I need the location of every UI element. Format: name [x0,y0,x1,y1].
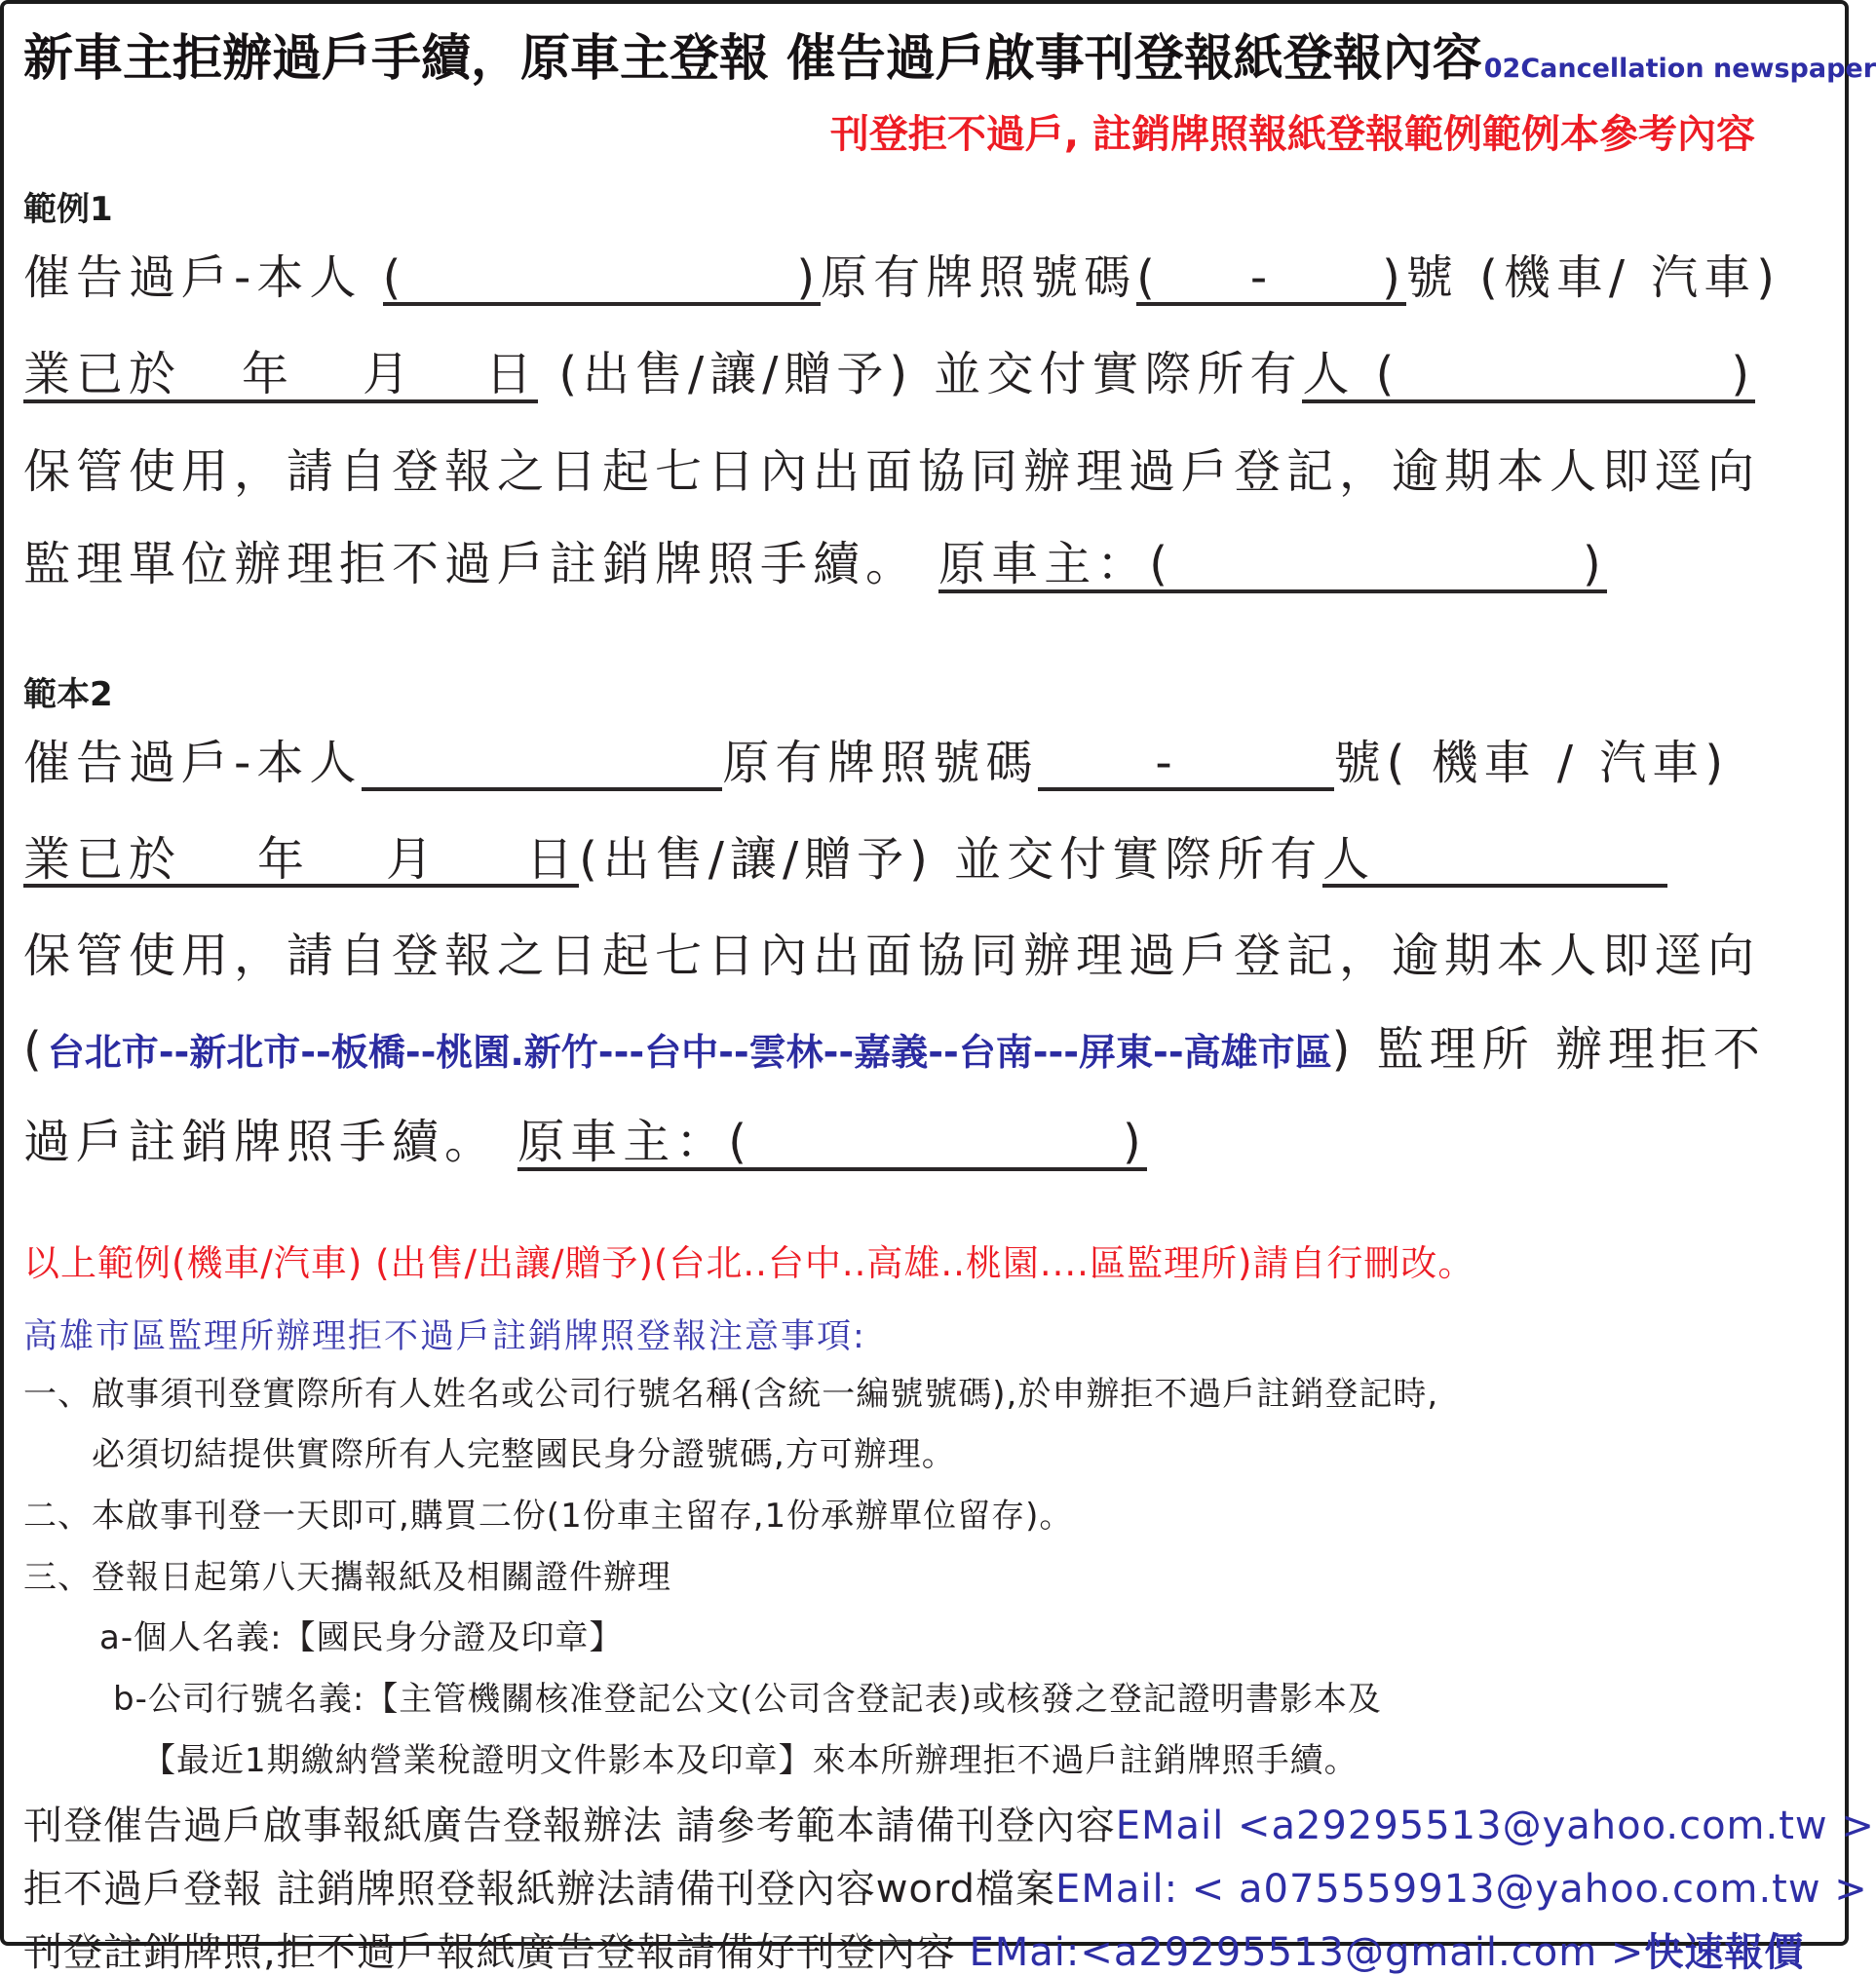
paren: ) [1731,347,1756,402]
footer-line-3 [23,1931,1825,1974]
text-segment: 原有牌照號碼 [821,250,1137,305]
blank-owner-field [1302,347,1756,402]
note-red: 以上範例(機車/汽車) (出售/出讓/贈予)(台北..台中..高雄..桃園....區監理所)請自行刪改。 [23,1241,1475,1284]
paren: ) [1583,537,1607,592]
text-segment: 月 [363,347,416,402]
email-address: EMai:<a29295513@gmail.com > [969,1930,1645,1975]
text-segment: (出售/讓/贈予) 並交付實際所有 [579,831,1323,887]
text-segment: 年 [257,831,311,887]
text-segment: 催告過戶-本人 [23,735,363,790]
blank-owner-field [1322,831,1667,888]
blank-plate-field [1038,735,1333,791]
text-segment: (出售/讓/贈予) 並交付實際所有 [538,347,1303,402]
text-segment: 原車主：( [517,1115,752,1170]
example1-line1 [23,250,1825,306]
note-item-1b: 必須切結提供實際所有人完整國民身分證號碼,方可辦理。 [92,1435,956,1475]
paren: ( [382,250,407,305]
note-item-3: 三、登報日起第八天攜報紙及相關證件辦理 [23,1557,671,1597]
example2-line3: 保管使用，請自登報之日起七日內出面協同辦理過戶登記，逾期本人即逕向 [23,929,1761,984]
text-segment: 拒不過戶登報 註銷牌照登報紙辦法請備刊登內容word檔案 [23,1867,1056,1913]
blank-name-field [382,250,822,306]
paren: ) [796,250,822,305]
paren: ) [1331,1021,1357,1077]
email-address: EMail: < a075559913@yahoo.com.tw > [1055,1867,1868,1913]
text-segment: 業已於 [23,831,182,887]
example1-line3: 保管使用，請自登報之日起七日內出面協同辦理過戶登記，逾期本人即逕向 [23,443,1761,499]
note-blue-heading: 高雄市區監理所辦理拒不過戶註銷牌照登報注意事項: [23,1316,866,1356]
blank-original-owner-field [517,1115,1147,1170]
text-segment: 號 (機車/ 汽車) [1405,250,1781,305]
note-item-1a: 一、啟事須刊登實際所有人姓名或公司行號名稱(含統一編號號碼),於申辦拒不過戶註銷登記時, [23,1374,1439,1414]
text-segment: 月 [386,831,440,887]
note-item-3b: b-公司行號名義:【主管機關核准登記公文(公司含登記表)或核發之登記證明書影本及 [113,1679,1382,1719]
text-segment: 催告過戶-本人 [23,250,383,305]
header [23,18,1876,90]
text-segment: 號( 機車 / 汽車) [1333,735,1730,790]
example1-line4 [23,537,1825,592]
text-segment: 日 [485,347,539,402]
text-segment: 業已於 [23,347,182,402]
text-segment: 監理所 辦理拒不 [1356,1021,1766,1077]
quick-quote-label: 快速報價 [1644,1930,1805,1975]
paren: ) [1123,1115,1147,1170]
dash: - [1249,250,1274,305]
footer [23,1804,1875,1975]
text-segment: 人 ( [1302,347,1400,402]
text-segment: 刊登催告過戶啟事報紙廣告登報辦法 請參考範本請備刊登內容 [23,1804,1116,1849]
page-title: 新車主拒辦過戶手續，原車主登報 催告過戶啟事刊登報紙登報內容 [23,30,1482,88]
header-tag: 02Cancellation newspaper [1483,54,1876,84]
blank-plate-field [1136,250,1406,306]
dash: - [1155,735,1178,790]
email-address: EMail <a29295513@yahoo.com.tw > [1115,1804,1875,1849]
blank-date-field [23,831,580,888]
footer-line-1 [23,1804,1875,1849]
paren: ) [1382,250,1406,305]
example2-line1 [23,735,1825,791]
blank-name-field [362,739,722,791]
blank-date-field [23,347,539,402]
text-segment: 監理單位辦理拒不過戶註銷牌照手續。 [23,537,939,592]
note-item-3a: a-個人名義:【國民身分證及印章】 [99,1618,624,1658]
example2-line5 [23,1115,1825,1170]
example2-label: 範本2 [23,674,113,714]
subtitle-red: 刊登拒不過戶, 註銷牌照報紙登報範例範例本參考內容 [829,112,1755,157]
text-segment: 日 [526,831,580,887]
city-list: 台北市--新北市--板橋--桃園.新竹---台中--雲林--嘉義--台南---屏東--高雄市區 [47,1030,1332,1074]
text-segment: 人 [1322,831,1376,887]
example2-line4 [23,1021,1825,1077]
text-segment: 原車主：( [938,537,1173,592]
blank-original-owner-field [938,537,1607,592]
note-item-2: 二、本啟事刊登一天即可,購買二份(1份車主留存,1份承辦單位留存)。 [23,1496,1074,1536]
example1-label: 範例1 [23,190,113,229]
text-segment: 過戶註銷牌照手續。 [23,1115,518,1170]
paren: ( [1136,250,1161,305]
text-segment: 原有牌照號碼 [722,735,1039,790]
text-segment: 年 [242,347,295,402]
text-segment: 刊登註銷牌照,拒不過戶報紙廣告登報請備好刊登內容 [23,1930,970,1975]
paren: ( [23,1021,48,1077]
note-item-3c: 【最近1期繳納營業稅證明文件影本及印章】來本所辦理拒不過戶註銷牌照手續。 [142,1740,1359,1780]
footer-line-2 [23,1867,1868,1913]
example1-line2 [23,347,1825,402]
example2-line2 [23,831,1825,888]
